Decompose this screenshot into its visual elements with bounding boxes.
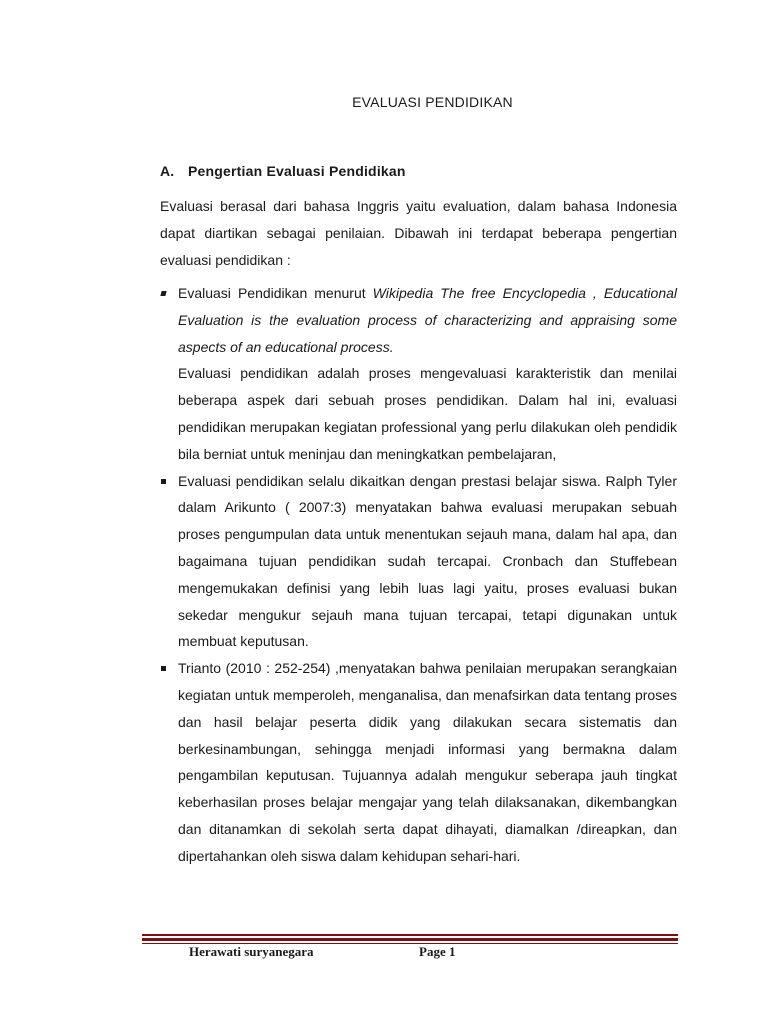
section-number: A.: [160, 163, 175, 179]
footer-divider: [142, 934, 678, 936]
bullet-lead-text: Evaluasi Pendidikan menurut: [178, 285, 373, 301]
footer-divider: [142, 938, 678, 941]
page-title: EVALUASI PENDIDIKAN: [352, 94, 513, 110]
bullet-followup-text: Evaluasi pendidikan adalah proses mengevaluasi karakteristik dan menilai beberapa aspek dari sebuah proses pendidikan. Dalam hal ini, evaluasi pendidikan merupakan kegiatan professional yang perlu dilakukan oleh pendidik bila berniat untuk meninjau dan meningkatkan pembelajaran,: [178, 365, 677, 462]
bullet-text: Evaluasi pendidikan selalu dikaitkan dengan prestasi belajar siswa. Ralph Tyler dalam Arikunto ( 2007:3) menyatakan bahwa evaluasi merupakan sebuah proses pengumpulan data untuk menentukan sejauh mana, dalam hal apa, dan bagaimana tujuan pendidikan sudah tercapai. Cronbach dan Stuffebean mengemukakan definisi yang lebih luas lagi yaitu, proses evaluasi bukan sekedar mengukur sejauh mana tujuan tercapai, tetapi digunakan untuk membuat keputusan.: [178, 472, 677, 650]
section-heading-text: Pengertian Evaluasi Pendidikan: [188, 163, 406, 179]
bullet-icon: [161, 666, 166, 671]
list-item: [160, 280, 677, 468]
section-heading: [160, 163, 406, 179]
intro-paragraph: Evaluasi berasal dari bahasa Inggris yaitu evaluation, dalam bahasa Indonesia dapat diartikan sebagai penilaian. Dibawah ini terdapat beberapa pengertian evaluasi pendidikan :: [160, 198, 677, 268]
footer-author: Herawati suryanegara: [189, 944, 314, 959]
bullet-icon: [160, 291, 166, 296]
bullet-text: Trianto (2010 : 252-254) ,menyatakan bahwa penilaian merupakan serangkaian kegiatan untuk memperoleh, menganalisa, dan menafsirkan data tentang proses dan hasil belajar peserta didik yang dilakukan secara sistematis dan berkesinambungan, sehingga menjadi informasi yang bermakna dalam pengambilan keputusan. Tujuannya adalah mengukur seberapa jauh tingkat keberhasilan proses belajar mengajar yang telah dilaksanakan, dikembangkan dan ditanamkan di sekolah serta dapat dihayati, diamalkan /direapkan, dan dipertahankan oleh siswa dalam kehidupan sehari-hari.: [178, 660, 677, 864]
bullet-icon: [161, 479, 166, 484]
definition-list: [160, 280, 677, 870]
bullet-italic-quote: Wikipedia The free Encyclopedia , Educational Evaluation is the evaluation process of characterizing and appraising some aspects of an educational process.: [178, 285, 677, 355]
footer-page-number: Page 1: [419, 944, 456, 959]
list-item: [160, 468, 677, 656]
list-item: [160, 655, 677, 869]
